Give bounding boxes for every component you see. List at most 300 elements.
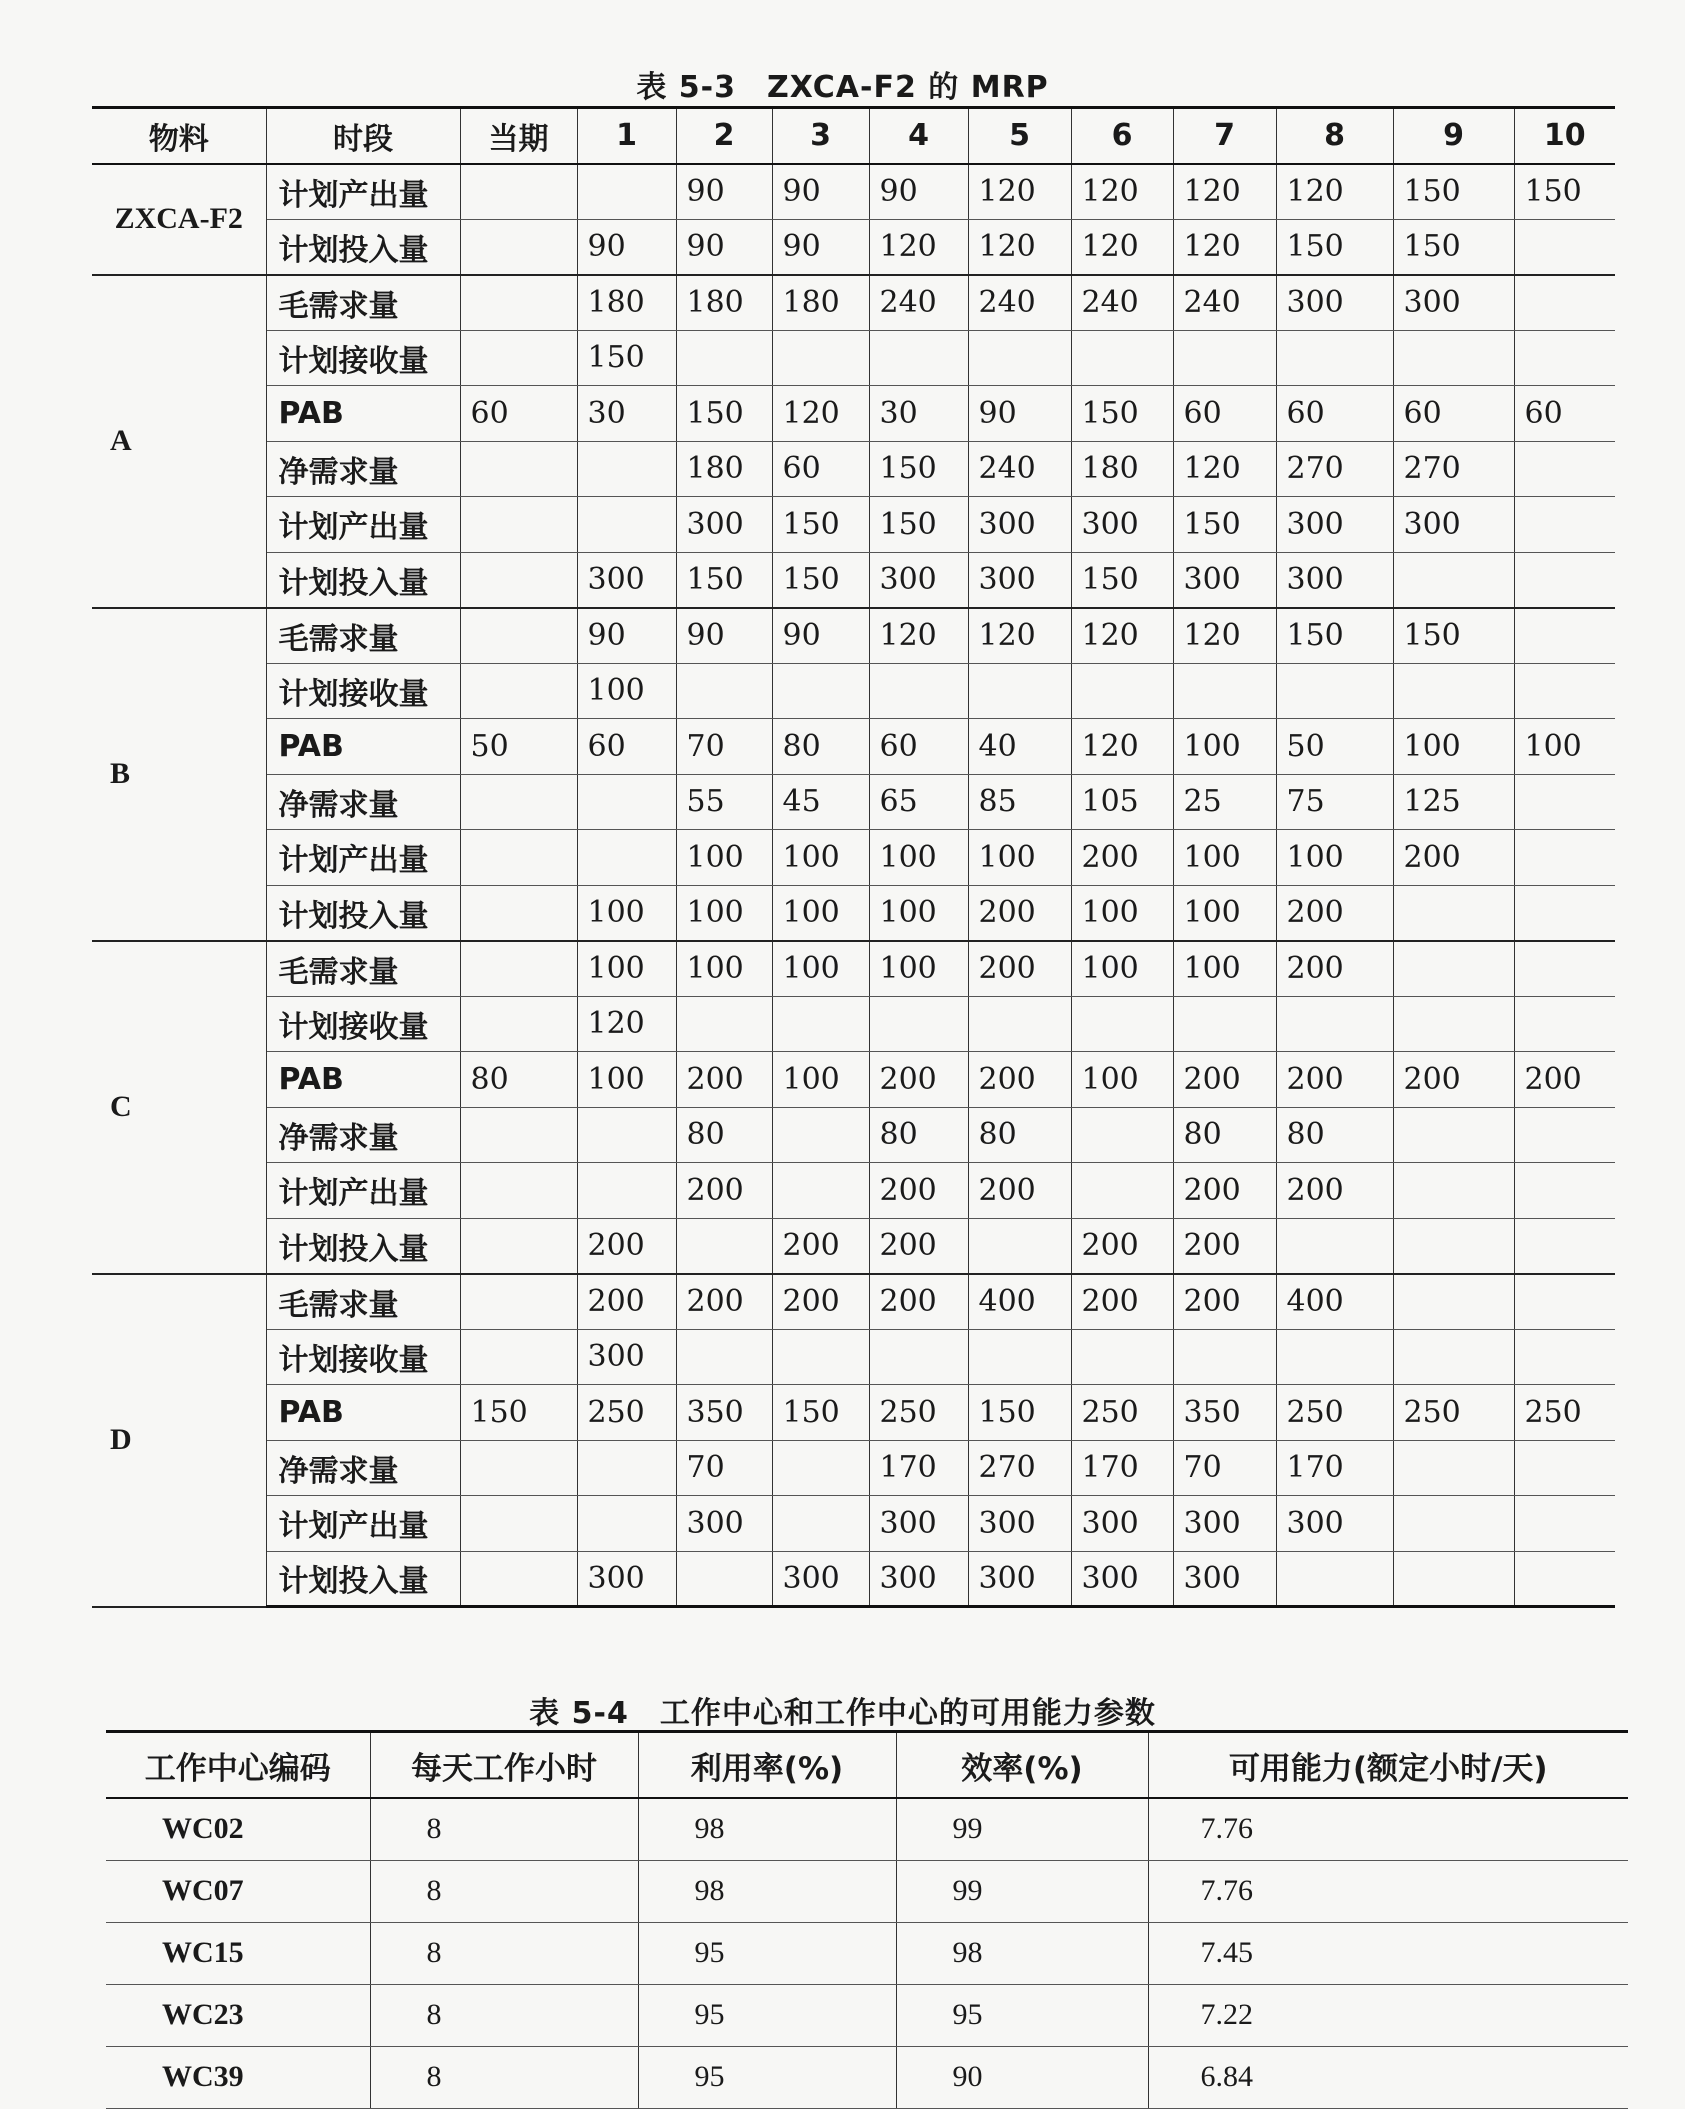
value-cell <box>460 1163 577 1219</box>
value-cell <box>460 663 577 719</box>
column-header: 利用率(%) <box>638 1732 896 1799</box>
column-header: 10 <box>1514 108 1615 164</box>
value-cell: 100 <box>1393 719 1514 775</box>
value-cell: 250 <box>1393 1385 1514 1441</box>
value-cell: 85 <box>968 774 1071 830</box>
table-row <box>92 996 1615 1052</box>
value-cell: 125 <box>1393 774 1514 830</box>
value-cell: 300 <box>577 1329 676 1385</box>
value-cell <box>460 219 577 275</box>
mrp-header-row <box>92 108 1615 164</box>
value-cell: 200 <box>676 1163 772 1219</box>
value-cell: 270 <box>968 1440 1071 1496</box>
value-cell <box>1071 996 1173 1052</box>
period-label: 计划投入量 <box>266 885 460 941</box>
value-cell: 120 <box>968 219 1071 275</box>
value-cell: 300 <box>968 497 1071 553</box>
value-cell: 100 <box>676 830 772 886</box>
value-cell <box>1173 663 1276 719</box>
period-label: 计划产出量 <box>266 164 460 220</box>
value-cell <box>460 830 577 886</box>
value-cell <box>968 1329 1071 1385</box>
value-cell: 70 <box>1173 1440 1276 1496</box>
value-cell <box>1514 1329 1615 1385</box>
table-row <box>106 2046 1628 2108</box>
value-cell: 60 <box>772 441 869 497</box>
value-cell: 25 <box>1173 774 1276 830</box>
value-cell <box>1071 1329 1173 1385</box>
value-cell: 150 <box>1276 608 1393 664</box>
value-cell: 90 <box>577 608 676 664</box>
value-cell <box>676 1218 772 1274</box>
period-label: 计划接收量 <box>266 330 460 386</box>
table-row <box>92 941 1615 997</box>
value-cell: 100 <box>676 885 772 941</box>
value-cell: 300 <box>676 497 772 553</box>
value-cell <box>968 330 1071 386</box>
value-cell <box>1514 497 1615 553</box>
value-cell: 200 <box>1393 830 1514 886</box>
value-cell <box>577 1496 676 1552</box>
value-cell <box>1514 1440 1615 1496</box>
value-cell <box>1514 1163 1615 1219</box>
table-row <box>92 663 1615 719</box>
value-cell <box>577 1440 676 1496</box>
table-row <box>92 1385 1615 1441</box>
value-cell <box>1514 1551 1615 1607</box>
value-cell: 200 <box>1393 1052 1514 1108</box>
value-cell <box>460 330 577 386</box>
value-cell: 150 <box>577 330 676 386</box>
value-cell <box>577 164 676 220</box>
value-cell <box>577 441 676 497</box>
value-cell: 200 <box>577 1274 676 1330</box>
value-cell: 45 <box>772 774 869 830</box>
material-cell: D <box>92 1274 266 1607</box>
value-cell: 200 <box>1276 885 1393 941</box>
value-cell: 170 <box>1071 1440 1173 1496</box>
value-cell <box>1393 1440 1514 1496</box>
column-header: 3 <box>772 108 869 164</box>
value-cell: 90 <box>772 219 869 275</box>
value-cell <box>460 1329 577 1385</box>
value-cell <box>1393 885 1514 941</box>
column-header: 8 <box>1276 108 1393 164</box>
value-cell: 120 <box>1071 219 1173 275</box>
value-cell <box>460 1274 577 1330</box>
value-cell: 300 <box>1276 497 1393 553</box>
value-cell: 100 <box>676 941 772 997</box>
value-cell: 120 <box>968 608 1071 664</box>
table-row <box>92 164 1615 220</box>
value-cell <box>1514 608 1615 664</box>
value-cell: 150 <box>1276 219 1393 275</box>
value-cell <box>1276 663 1393 719</box>
value-cell: 300 <box>869 1496 968 1552</box>
value-cell <box>1514 774 1615 830</box>
value-cell: 400 <box>968 1274 1071 1330</box>
period-label: 毛需求量 <box>266 1274 460 1330</box>
value-cell <box>460 996 577 1052</box>
value-cell: 270 <box>1276 441 1393 497</box>
value-cell: 150 <box>968 1385 1071 1441</box>
value-cell: 100 <box>772 830 869 886</box>
value-cell: 100 <box>772 941 869 997</box>
value-cell <box>676 1551 772 1607</box>
table-row <box>92 1496 1615 1552</box>
value-cell <box>1514 1107 1615 1163</box>
period-label: 毛需求量 <box>266 275 460 331</box>
column-header: 1 <box>577 108 676 164</box>
column-header: 2 <box>676 108 772 164</box>
value-cell: 200 <box>869 1163 968 1219</box>
value-cell: 95 <box>638 2046 896 2108</box>
table-5-3-caption: 表 5-3 ZXCA-F2 的 MRP <box>636 70 1049 105</box>
table-row <box>92 1551 1615 1607</box>
value-cell <box>1393 1107 1514 1163</box>
work-center-code: WC02 <box>106 1798 370 1860</box>
value-cell: 250 <box>869 1385 968 1441</box>
value-cell <box>676 996 772 1052</box>
value-cell: 70 <box>676 1440 772 1496</box>
period-label: 计划投入量 <box>266 552 460 608</box>
value-cell: 60 <box>1276 386 1393 442</box>
value-cell <box>1071 1163 1173 1219</box>
value-cell: 60 <box>1173 386 1276 442</box>
value-cell: 100 <box>1276 830 1393 886</box>
table-row <box>92 1329 1615 1385</box>
value-cell: 270 <box>1393 441 1514 497</box>
value-cell: 250 <box>1514 1385 1615 1441</box>
material-cell: ZXCA-F2 <box>92 164 266 275</box>
value-cell: 250 <box>1071 1385 1173 1441</box>
period-label: 计划产出量 <box>266 1163 460 1219</box>
value-cell <box>1393 330 1514 386</box>
column-header: 效率(%) <box>896 1732 1148 1799</box>
value-cell: 100 <box>1071 1052 1173 1108</box>
table-row <box>92 774 1615 830</box>
value-cell: 200 <box>1071 1274 1173 1330</box>
value-cell: 8 <box>370 1798 638 1860</box>
value-cell <box>460 608 577 664</box>
value-cell: 99 <box>896 1798 1148 1860</box>
value-cell: 200 <box>869 1274 968 1330</box>
value-cell <box>772 663 869 719</box>
value-cell: 100 <box>1514 719 1615 775</box>
value-cell: 180 <box>1071 441 1173 497</box>
value-cell: 100 <box>1173 941 1276 997</box>
material-cell: A <box>92 275 266 608</box>
value-cell: 120 <box>869 219 968 275</box>
period-label: PAB <box>266 386 460 442</box>
value-cell <box>1393 663 1514 719</box>
value-cell: 240 <box>968 441 1071 497</box>
value-cell: 99 <box>896 1860 1148 1922</box>
value-cell: 250 <box>1276 1385 1393 1441</box>
value-cell: 8 <box>370 1984 638 2046</box>
value-cell <box>869 663 968 719</box>
column-header: 可用能力(额定小时/天) <box>1148 1732 1628 1799</box>
value-cell: 200 <box>676 1052 772 1108</box>
period-label: 净需求量 <box>266 1440 460 1496</box>
value-cell <box>460 441 577 497</box>
period-label: 计划接收量 <box>266 663 460 719</box>
value-cell <box>772 1107 869 1163</box>
value-cell: 300 <box>1276 1496 1393 1552</box>
value-cell: 150 <box>772 497 869 553</box>
table-row <box>92 275 1615 331</box>
value-cell <box>577 1163 676 1219</box>
value-cell <box>1173 996 1276 1052</box>
value-cell: 200 <box>1276 1163 1393 1219</box>
value-cell: 200 <box>577 1218 676 1274</box>
value-cell <box>460 941 577 997</box>
value-cell: 40 <box>968 719 1071 775</box>
column-header: 9 <box>1393 108 1514 164</box>
table-row <box>92 1163 1615 1219</box>
value-cell: 98 <box>896 1922 1148 1984</box>
value-cell: 400 <box>1276 1274 1393 1330</box>
value-cell: 150 <box>676 386 772 442</box>
value-cell <box>1276 1329 1393 1385</box>
value-cell: 90 <box>676 608 772 664</box>
period-label: 净需求量 <box>266 774 460 830</box>
value-cell <box>869 1329 968 1385</box>
column-header: 每天工作小时 <box>370 1732 638 1799</box>
value-cell: 105 <box>1071 774 1173 830</box>
value-cell <box>1514 1274 1615 1330</box>
value-cell: 200 <box>1173 1218 1276 1274</box>
value-cell <box>676 330 772 386</box>
value-cell: 90 <box>577 219 676 275</box>
table-row <box>92 1440 1615 1496</box>
value-cell <box>772 1163 869 1219</box>
value-cell: 150 <box>772 1385 869 1441</box>
value-cell: 240 <box>968 275 1071 331</box>
value-cell: 100 <box>577 663 676 719</box>
value-cell <box>1393 1329 1514 1385</box>
value-cell: 300 <box>1276 275 1393 331</box>
value-cell: 300 <box>577 552 676 608</box>
value-cell <box>1393 1551 1514 1607</box>
value-cell: 50 <box>1276 719 1393 775</box>
column-header: 6 <box>1071 108 1173 164</box>
value-cell: 120 <box>772 386 869 442</box>
value-cell: 200 <box>869 1218 968 1274</box>
value-cell <box>1514 552 1615 608</box>
value-cell <box>1393 552 1514 608</box>
value-cell: 200 <box>676 1274 772 1330</box>
work-center-header-row <box>106 1732 1628 1799</box>
value-cell <box>577 497 676 553</box>
value-cell <box>1514 1218 1615 1274</box>
period-label: 净需求量 <box>266 441 460 497</box>
value-cell: 150 <box>460 1385 577 1441</box>
period-label: 计划产出量 <box>266 1496 460 1552</box>
value-cell: 80 <box>676 1107 772 1163</box>
value-cell: 100 <box>968 830 1071 886</box>
value-cell <box>577 830 676 886</box>
value-cell: 200 <box>1514 1052 1615 1108</box>
column-header: 7 <box>1173 108 1276 164</box>
value-cell: 150 <box>676 552 772 608</box>
value-cell <box>968 996 1071 1052</box>
value-cell: 150 <box>1393 608 1514 664</box>
table-row <box>92 386 1615 442</box>
value-cell: 200 <box>1173 1163 1276 1219</box>
value-cell: 75 <box>1276 774 1393 830</box>
value-cell: 120 <box>1071 719 1173 775</box>
value-cell: 180 <box>577 275 676 331</box>
value-cell: 100 <box>1173 885 1276 941</box>
value-cell: 120 <box>1173 164 1276 220</box>
value-cell <box>460 1496 577 1552</box>
value-cell: 100 <box>1071 941 1173 997</box>
value-cell <box>1071 330 1173 386</box>
value-cell: 300 <box>1173 1551 1276 1607</box>
value-cell: 150 <box>1071 386 1173 442</box>
value-cell <box>460 552 577 608</box>
value-cell: 150 <box>1071 552 1173 608</box>
value-cell <box>1393 1496 1514 1552</box>
value-cell <box>460 497 577 553</box>
value-cell: 180 <box>772 275 869 331</box>
value-cell: 150 <box>1514 164 1615 220</box>
value-cell: 300 <box>1071 1496 1173 1552</box>
value-cell <box>577 774 676 830</box>
value-cell: 200 <box>772 1218 869 1274</box>
value-cell: 240 <box>1173 275 1276 331</box>
value-cell: 60 <box>1393 386 1514 442</box>
value-cell <box>772 996 869 1052</box>
value-cell <box>1071 663 1173 719</box>
value-cell: 95 <box>896 1984 1148 2046</box>
table-row <box>92 497 1615 553</box>
value-cell: 300 <box>1393 497 1514 553</box>
value-cell: 250 <box>577 1385 676 1441</box>
value-cell: 100 <box>869 885 968 941</box>
value-cell: 240 <box>1071 275 1173 331</box>
period-label: 计划投入量 <box>266 1218 460 1274</box>
table-row <box>106 1798 1628 1860</box>
period-label: 计划产出量 <box>266 497 460 553</box>
value-cell: 150 <box>1173 497 1276 553</box>
value-cell: 300 <box>968 1551 1071 1607</box>
value-cell <box>1514 941 1615 997</box>
value-cell: 100 <box>577 1052 676 1108</box>
value-cell: 100 <box>869 830 968 886</box>
value-cell: 30 <box>577 386 676 442</box>
value-cell: 120 <box>1071 164 1173 220</box>
value-cell: 170 <box>869 1440 968 1496</box>
value-cell <box>460 1218 577 1274</box>
value-cell <box>1393 1218 1514 1274</box>
value-cell: 200 <box>1071 830 1173 886</box>
value-cell: 120 <box>869 608 968 664</box>
value-cell <box>460 1440 577 1496</box>
table-5-4-caption: 表 5-4 工作中心和工作中心的可用能力参数 <box>529 1696 1156 1731</box>
value-cell: 60 <box>577 719 676 775</box>
value-cell: 200 <box>1276 1052 1393 1108</box>
period-label: 毛需求量 <box>266 608 460 664</box>
table-row <box>92 885 1615 941</box>
period-label: 计划接收量 <box>266 1329 460 1385</box>
period-label: 计划投入量 <box>266 219 460 275</box>
value-cell: 120 <box>1173 219 1276 275</box>
value-cell <box>460 774 577 830</box>
work-center-code: WC23 <box>106 1984 370 2046</box>
value-cell: 8 <box>370 1860 638 1922</box>
period-label: 毛需求量 <box>266 941 460 997</box>
value-cell: 80 <box>772 719 869 775</box>
value-cell: 70 <box>676 719 772 775</box>
table-row <box>106 1922 1628 1984</box>
table-row <box>92 441 1615 497</box>
value-cell: 100 <box>1173 719 1276 775</box>
value-cell: 90 <box>968 386 1071 442</box>
period-label: 计划接收量 <box>266 996 460 1052</box>
value-cell <box>1393 941 1514 997</box>
period-label: PAB <box>266 719 460 775</box>
value-cell: 300 <box>577 1551 676 1607</box>
value-cell <box>968 1218 1071 1274</box>
value-cell: 350 <box>676 1385 772 1441</box>
value-cell <box>1514 996 1615 1052</box>
value-cell: 300 <box>1071 497 1173 553</box>
value-cell: 300 <box>968 552 1071 608</box>
column-header: 5 <box>968 108 1071 164</box>
value-cell <box>1514 330 1615 386</box>
value-cell: 100 <box>1071 885 1173 941</box>
value-cell <box>1514 441 1615 497</box>
value-cell: 98 <box>638 1798 896 1860</box>
value-cell: 150 <box>1393 219 1514 275</box>
value-cell: 300 <box>1173 552 1276 608</box>
value-cell <box>1393 1163 1514 1219</box>
value-cell: 300 <box>869 1551 968 1607</box>
period-label: 计划投入量 <box>266 1551 460 1607</box>
value-cell: 150 <box>1393 164 1514 220</box>
value-cell: 300 <box>1173 1496 1276 1552</box>
value-cell: 55 <box>676 774 772 830</box>
value-cell: 120 <box>1173 608 1276 664</box>
value-cell <box>676 663 772 719</box>
value-cell <box>1393 1274 1514 1330</box>
value-cell: 300 <box>772 1551 869 1607</box>
value-cell <box>772 1440 869 1496</box>
material-cell: C <box>92 941 266 1274</box>
value-cell: 200 <box>968 885 1071 941</box>
value-cell: 80 <box>1276 1107 1393 1163</box>
value-cell: 100 <box>772 885 869 941</box>
value-cell: 150 <box>772 552 869 608</box>
value-cell: 120 <box>968 164 1071 220</box>
value-cell <box>1514 275 1615 331</box>
value-cell: 100 <box>1173 830 1276 886</box>
value-cell <box>1514 663 1615 719</box>
value-cell <box>1276 1218 1393 1274</box>
value-cell <box>772 330 869 386</box>
table-row <box>92 719 1615 775</box>
value-cell <box>1514 885 1615 941</box>
value-cell <box>1514 830 1615 886</box>
value-cell: 30 <box>869 386 968 442</box>
period-label: PAB <box>266 1052 460 1108</box>
value-cell: 170 <box>1276 1440 1393 1496</box>
table-row <box>92 1218 1615 1274</box>
material-cell: B <box>92 608 266 941</box>
value-cell: 120 <box>577 996 676 1052</box>
